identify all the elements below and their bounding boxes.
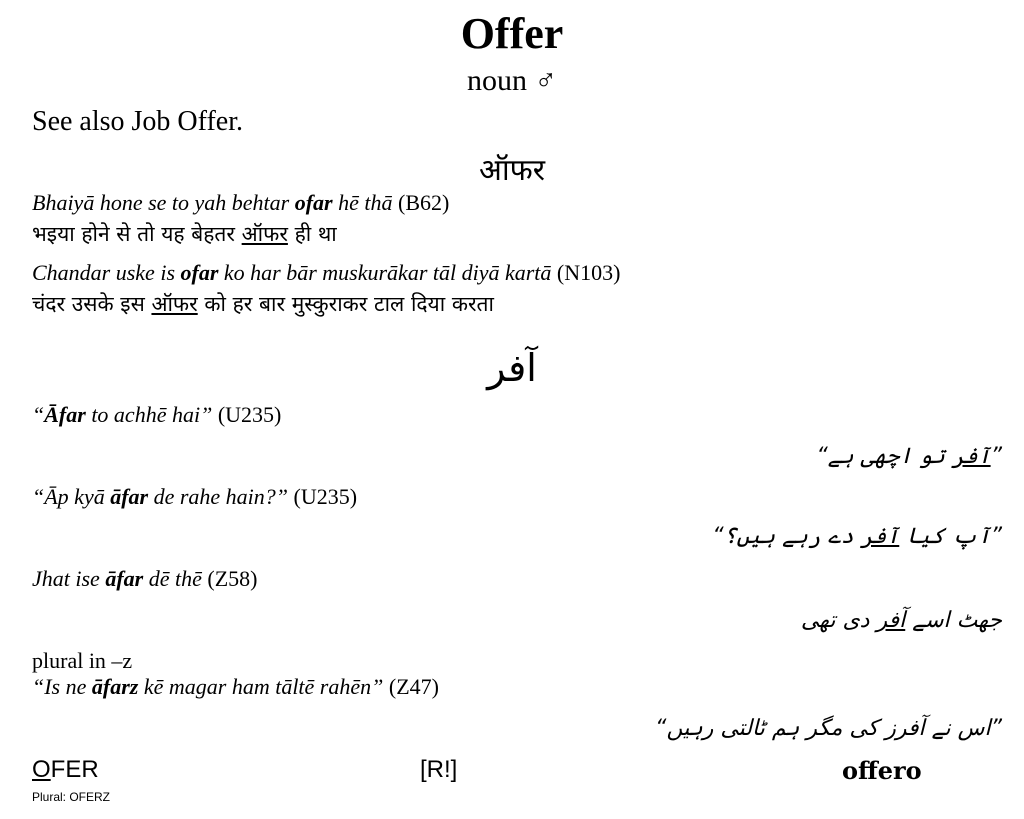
hindi-example-2-script: चंदर उसके इस ऑफर को हर बार मुस्कुराकर टाल दिया करता bbox=[32, 292, 494, 316]
plural-note: plural in –z bbox=[32, 648, 133, 673]
urdu-example-3-transliteration: Jhat ise āfar dē thē (Z58) bbox=[32, 566, 258, 591]
urdu-heading: آفر bbox=[487, 346, 537, 390]
part-of-speech: noun ♂ bbox=[467, 64, 557, 97]
roman-spelling: OFER bbox=[32, 756, 99, 783]
blackletter-spelling: offero bbox=[842, 756, 922, 785]
urdu-example-2-transliteration: “Āp kyā āfar de rahe hain?” (U235) bbox=[32, 484, 358, 509]
code-label: [R!] bbox=[420, 756, 458, 783]
plural-example-transliteration: “Is ne āfarz kē magar ham tāltē rahēn” (Z47) bbox=[32, 674, 439, 699]
see-also: See also Job Offer. bbox=[32, 106, 243, 137]
urdu-example-1-transliteration: “Āfar to achhē hai” (U235) bbox=[32, 402, 282, 427]
urdu-example-2-script: ”آپ کیا آفر دے رہے ہیں؟“ bbox=[712, 524, 1002, 549]
hindi-example-1-script: भइया होने से तो यह बेहतर ऑफर ही था bbox=[32, 222, 337, 246]
roman-plural: Plural: OFERZ bbox=[32, 790, 111, 804]
urdu-example-1-script: ”آفر تو اچھی ہے“ bbox=[816, 444, 1002, 469]
plural-example-script: ”اس نے آفرز کی مگر ہم ٹالتی رہیں“ bbox=[655, 716, 1002, 741]
urdu-example-3-script: جھٹ اسے آفر دی تھی bbox=[800, 608, 1002, 633]
hindi-example-1-transliteration: Bhaiyā hone se to yah behtar ofar hē thā (B62) bbox=[32, 190, 450, 215]
hindi-example-2-transliteration: Chandar uske is ofar ko har bār muskurākar tāl diyā kartā (N103) bbox=[32, 260, 621, 285]
headword: Offer bbox=[460, 9, 564, 58]
hindi-heading: ऑफर bbox=[478, 153, 546, 188]
